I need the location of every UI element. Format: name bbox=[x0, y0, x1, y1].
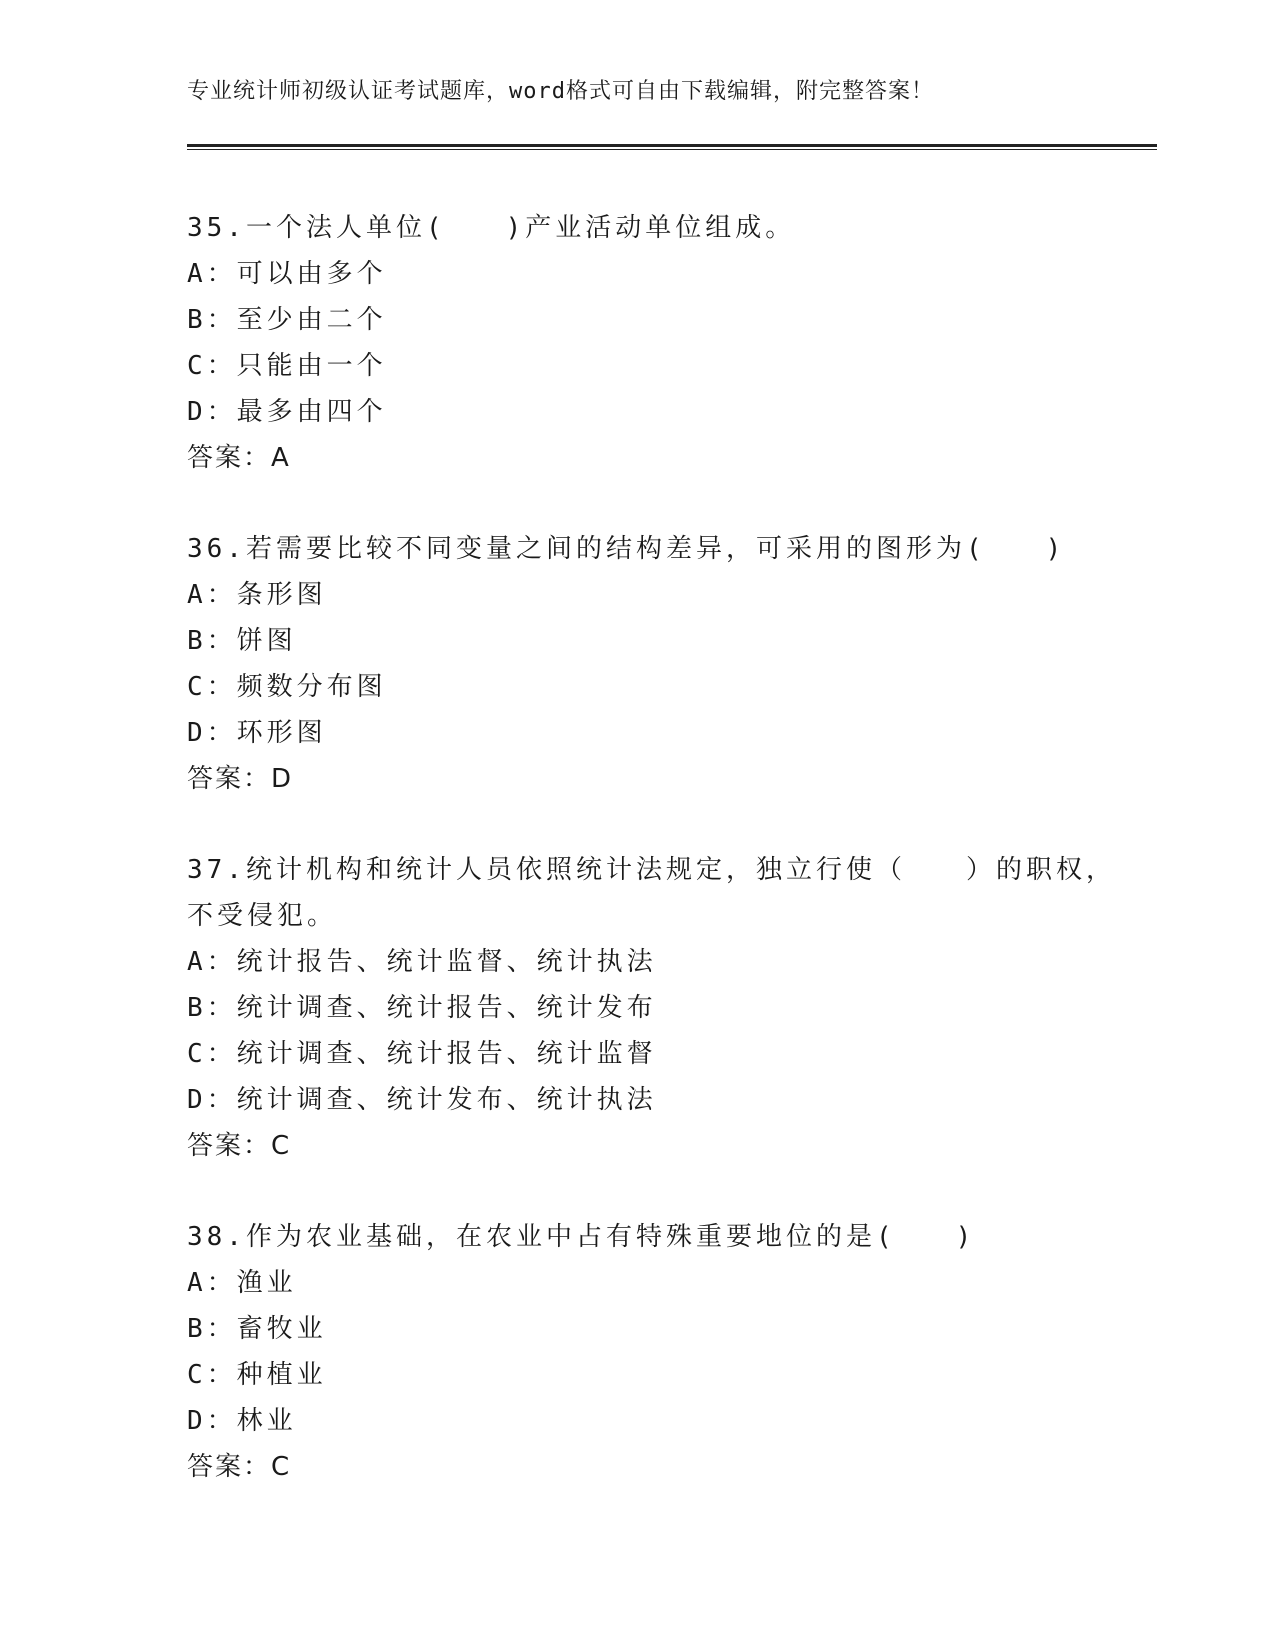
question-stem: 36.若需要比较不同变量之间的结构差异，可采用的图形为( ) bbox=[187, 534, 1066, 564]
answer-label: 答案：A bbox=[187, 443, 291, 473]
answer-label: 答案：D bbox=[187, 764, 294, 794]
question-38 bbox=[187, 1214, 1157, 1490]
option-b: B：至少由二个 bbox=[187, 305, 387, 335]
option-c: C：统计调查、统计报告、统计监督 bbox=[187, 1039, 657, 1069]
page-header: 专业统计师初级认证考试题库，word格式可自由下载编辑，附完整答案！ bbox=[187, 79, 934, 104]
option-c: C：种植业 bbox=[187, 1360, 327, 1390]
question-stem: 35.一个法人单位( )产业活动单位组成。 bbox=[187, 213, 796, 243]
option-b: B：畜牧业 bbox=[187, 1314, 327, 1344]
option-c: C：频数分布图 bbox=[187, 672, 387, 702]
option-d: D：最多由四个 bbox=[187, 397, 387, 427]
answer-label: 答案：C bbox=[187, 1131, 292, 1161]
question-35 bbox=[187, 205, 1157, 481]
option-c: C：只能由一个 bbox=[187, 351, 387, 381]
option-a: A：统计报告、统计监督、统计执法 bbox=[187, 947, 657, 977]
question-stem-continued: 不受侵犯。 bbox=[187, 901, 338, 931]
option-a: A：可以由多个 bbox=[187, 259, 387, 289]
question-36 bbox=[187, 526, 1157, 802]
option-a: A：渔业 bbox=[187, 1268, 297, 1298]
option-b: B：饼图 bbox=[187, 626, 297, 656]
option-b: B：统计调查、统计报告、统计发布 bbox=[187, 993, 657, 1023]
question-37 bbox=[187, 847, 1157, 1169]
option-d: D：环形图 bbox=[187, 718, 327, 748]
question-stem: 37.统计机构和统计人员依照统计法规定，独立行使（ ）的职权， bbox=[187, 855, 1116, 885]
question-list bbox=[187, 205, 1157, 1535]
question-stem: 38.作为农业基础，在农业中占有特殊重要地位的是( ) bbox=[187, 1222, 976, 1252]
option-d: D：统计调查、统计发布、统计执法 bbox=[187, 1085, 657, 1115]
answer-label: 答案：C bbox=[187, 1452, 292, 1482]
option-d: D：林业 bbox=[187, 1406, 297, 1436]
header-divider bbox=[187, 144, 1157, 150]
option-a: A：条形图 bbox=[187, 580, 327, 610]
